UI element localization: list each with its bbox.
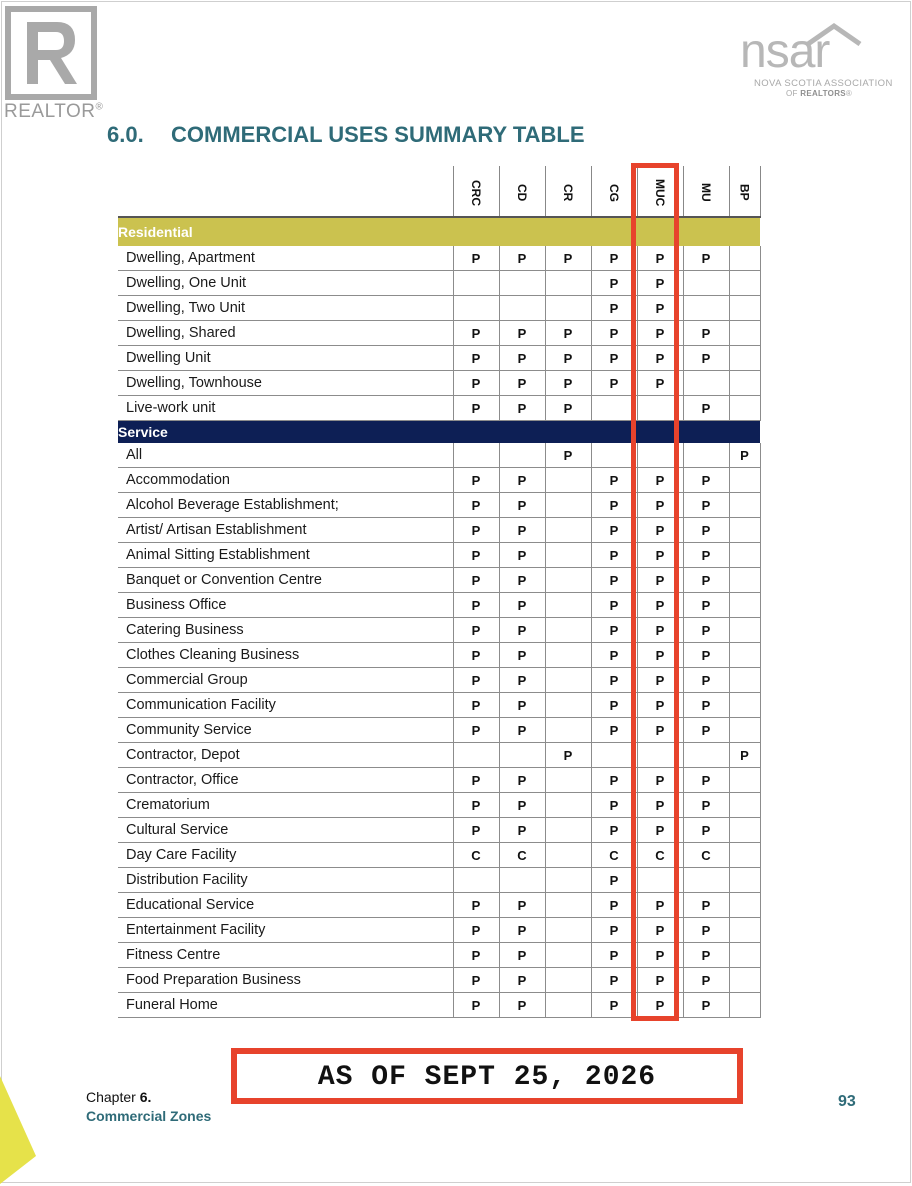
use-name: Contractor, Office [118, 768, 453, 793]
cell-bp: P [729, 443, 760, 468]
cell-cr [545, 868, 591, 893]
use-name: Animal Sitting Establishment [118, 543, 453, 568]
cell-mu: P [683, 643, 729, 668]
cell-muc: P [637, 518, 683, 543]
cell-muc: P [637, 543, 683, 568]
cell-crc: P [453, 396, 499, 421]
cell-mu: P [683, 993, 729, 1018]
cell-cd: P [499, 718, 545, 743]
cell-cg: P [591, 543, 637, 568]
cell-cd [499, 271, 545, 296]
cell-mu: P [683, 943, 729, 968]
cell-mu: P [683, 918, 729, 943]
cell-muc: P [637, 993, 683, 1018]
cell-mu [683, 296, 729, 321]
realtor-logo [5, 6, 97, 100]
cell-cd: P [499, 371, 545, 396]
cell-cr [545, 818, 591, 843]
cell-crc: P [453, 518, 499, 543]
cell-bp [729, 618, 760, 643]
cell-cg: P [591, 321, 637, 346]
cell-bp [729, 893, 760, 918]
cell-mu: P [683, 321, 729, 346]
cell-muc: P [637, 893, 683, 918]
cell-cd: P [499, 768, 545, 793]
cell-muc: P [637, 271, 683, 296]
cell-cg: P [591, 793, 637, 818]
use-name: Accommodation [118, 468, 453, 493]
use-name: Funeral Home [118, 993, 453, 1018]
cell-cd: P [499, 693, 545, 718]
cell-mu: P [683, 768, 729, 793]
cell-muc: P [637, 693, 683, 718]
cell-cg: C [591, 843, 637, 868]
cell-crc: P [453, 346, 499, 371]
cell-muc: P [637, 918, 683, 943]
cell-bp [729, 346, 760, 371]
cell-crc: P [453, 493, 499, 518]
cell-crc: P [453, 918, 499, 943]
cell-cg: P [591, 718, 637, 743]
cell-bp [729, 543, 760, 568]
cell-mu: P [683, 568, 729, 593]
cell-cd: P [499, 943, 545, 968]
cell-crc: P [453, 593, 499, 618]
use-name: Community Service [118, 718, 453, 743]
cell-cg: P [591, 918, 637, 943]
cell-bp [729, 296, 760, 321]
cell-mu [683, 443, 729, 468]
cell-cg: P [591, 968, 637, 993]
cell-cd: P [499, 568, 545, 593]
use-name: Alcohol Beverage Establishment; [118, 493, 453, 518]
cell-cr [545, 518, 591, 543]
chapter-title: Commercial Zones [86, 1108, 212, 1124]
cell-cd: P [499, 346, 545, 371]
cell-cd: P [499, 518, 545, 543]
cell-crc: P [453, 543, 499, 568]
cell-mu [683, 868, 729, 893]
cell-mu [683, 743, 729, 768]
cell-cr: P [545, 346, 591, 371]
cell-cr [545, 893, 591, 918]
nsar-logo [738, 22, 898, 102]
cell-cg: P [591, 271, 637, 296]
cell-muc: P [637, 618, 683, 643]
cell-bp [729, 246, 760, 271]
cell-muc: P [637, 568, 683, 593]
cell-cg: P [591, 568, 637, 593]
cell-crc: P [453, 718, 499, 743]
use-name: All [118, 443, 453, 468]
cell-cd: P [499, 968, 545, 993]
cell-muc: P [637, 818, 683, 843]
cell-cg: P [591, 868, 637, 893]
cell-muc: P [637, 296, 683, 321]
chapter-label: Chapter 6. [86, 1089, 152, 1105]
cell-bp [729, 468, 760, 493]
cell-muc: P [637, 768, 683, 793]
cell-cr [545, 468, 591, 493]
cell-mu: C [683, 843, 729, 868]
cell-bp [729, 396, 760, 421]
cell-cr [545, 968, 591, 993]
cell-crc: P [453, 768, 499, 793]
cell-mu: P [683, 818, 729, 843]
cell-cr [545, 693, 591, 718]
cell-mu: P [683, 968, 729, 993]
section-heading [107, 122, 585, 148]
cell-cg: P [591, 296, 637, 321]
cell-mu: P [683, 668, 729, 693]
cell-muc: P [637, 943, 683, 968]
cell-bp [729, 843, 760, 868]
cell-muc: P [637, 643, 683, 668]
muc-column-highlight [631, 163, 679, 1021]
cell-cr [545, 568, 591, 593]
cell-crc [453, 296, 499, 321]
use-name: Dwelling, Two Unit [118, 296, 453, 321]
cell-cd: P [499, 468, 545, 493]
cell-cg: P [591, 893, 637, 918]
use-name: Distribution Facility [118, 868, 453, 893]
cell-muc: P [637, 346, 683, 371]
cell-mu [683, 371, 729, 396]
cell-crc [453, 443, 499, 468]
use-name: Crematorium [118, 793, 453, 818]
cell-muc: P [637, 718, 683, 743]
cell-cd [499, 443, 545, 468]
cell-cd: P [499, 818, 545, 843]
cell-cd: P [499, 246, 545, 271]
cell-mu: P [683, 693, 729, 718]
use-name: Cultural Service [118, 818, 453, 843]
cell-mu: P [683, 493, 729, 518]
use-name: Dwelling, Shared [118, 321, 453, 346]
cell-cd [499, 743, 545, 768]
cell-bp [729, 718, 760, 743]
column-header-bp: BP [729, 166, 760, 217]
cell-cg: P [591, 643, 637, 668]
cell-cg: P [591, 668, 637, 693]
use-name: Entertainment Facility [118, 918, 453, 943]
cell-bp [729, 868, 760, 893]
cell-crc: P [453, 643, 499, 668]
cell-mu: P [683, 893, 729, 918]
use-name: Dwelling, Townhouse [118, 371, 453, 396]
cell-crc [453, 743, 499, 768]
cell-cr [545, 943, 591, 968]
realtor-wordmark: REALTOR® [4, 101, 104, 122]
cell-crc: P [453, 668, 499, 693]
cell-mu: P [683, 793, 729, 818]
cell-cr [545, 718, 591, 743]
cell-cg: P [591, 371, 637, 396]
cell-cd: P [499, 918, 545, 943]
cell-cr [545, 793, 591, 818]
cell-bp [729, 643, 760, 668]
cell-crc: C [453, 843, 499, 868]
use-name: Fitness Centre [118, 943, 453, 968]
nsar-wordmark: nsar [740, 25, 830, 78]
cell-crc: P [453, 693, 499, 718]
use-name: Contractor, Depot [118, 743, 453, 768]
cell-crc: P [453, 993, 499, 1018]
cell-cd: P [499, 543, 545, 568]
cell-crc: P [453, 371, 499, 396]
cell-cr [545, 618, 591, 643]
cell-cr [545, 843, 591, 868]
cell-cr [545, 493, 591, 518]
cell-bp [729, 768, 760, 793]
cell-crc: P [453, 793, 499, 818]
use-name: Live-work unit [118, 396, 453, 421]
yellow-corner-triangle-icon [0, 1076, 40, 1186]
cell-cr: P [545, 321, 591, 346]
cell-mu: P [683, 346, 729, 371]
cell-cr [545, 918, 591, 943]
cell-crc: P [453, 568, 499, 593]
use-name: Food Preparation Business [118, 968, 453, 993]
column-header-cr: CR [545, 166, 591, 217]
cell-mu: P [683, 518, 729, 543]
cell-mu: P [683, 246, 729, 271]
realtor-r-icon [5, 6, 97, 100]
cell-muc: P [637, 468, 683, 493]
cell-bp [729, 793, 760, 818]
use-name: Business Office [118, 593, 453, 618]
section-label: Residential [118, 217, 760, 246]
cell-cd: P [499, 321, 545, 346]
cell-mu: P [683, 543, 729, 568]
cell-bp [729, 593, 760, 618]
cell-crc [453, 271, 499, 296]
cell-cd: P [499, 643, 545, 668]
cell-cd: P [499, 618, 545, 643]
cell-crc: P [453, 468, 499, 493]
cell-muc: P [637, 668, 683, 693]
cell-cr [545, 643, 591, 668]
cell-muc: P [637, 968, 683, 993]
column-header-crc: CRC [453, 166, 499, 217]
cell-bp [729, 918, 760, 943]
cell-cr [545, 768, 591, 793]
cell-muc: C [637, 843, 683, 868]
cell-mu: P [683, 468, 729, 493]
use-name: Commercial Group [118, 668, 453, 693]
cell-crc: P [453, 321, 499, 346]
nsar-line1: NOVA SCOTIA ASSOCIATION [754, 78, 893, 89]
use-name: Communication Facility [118, 693, 453, 718]
heading-number: 6.0. [107, 122, 144, 147]
cell-crc: P [453, 818, 499, 843]
cell-crc: P [453, 893, 499, 918]
cell-crc: P [453, 618, 499, 643]
cell-cg: P [591, 246, 637, 271]
cell-cr [545, 271, 591, 296]
cell-bp [729, 668, 760, 693]
cell-cg: P [591, 993, 637, 1018]
cell-crc: P [453, 246, 499, 271]
cell-cd: P [499, 893, 545, 918]
cell-cr [545, 543, 591, 568]
cell-cg: P [591, 618, 637, 643]
cell-mu: P [683, 718, 729, 743]
cell-cr [545, 993, 591, 1018]
use-name: Educational Service [118, 893, 453, 918]
cell-cg: P [591, 593, 637, 618]
nsar-line2: OF REALTORS® [786, 89, 853, 98]
cell-cd: P [499, 668, 545, 693]
use-name: Catering Business [118, 618, 453, 643]
cell-mu: P [683, 593, 729, 618]
cell-cd: P [499, 593, 545, 618]
cell-muc: P [637, 793, 683, 818]
cell-bp [729, 518, 760, 543]
use-name: Dwelling, Apartment [118, 246, 453, 271]
date-stamp [231, 1048, 743, 1104]
cell-muc: P [637, 593, 683, 618]
cell-cg: P [591, 943, 637, 968]
use-name: Banquet or Convention Centre [118, 568, 453, 593]
cell-cd [499, 296, 545, 321]
cell-cr [545, 296, 591, 321]
cell-cg: P [591, 518, 637, 543]
cell-cg: P [591, 493, 637, 518]
cell-muc: P [637, 493, 683, 518]
cell-cr [545, 593, 591, 618]
cell-crc: P [453, 968, 499, 993]
cell-crc [453, 868, 499, 893]
cell-cg: P [591, 346, 637, 371]
cell-bp [729, 568, 760, 593]
cell-cr: P [545, 443, 591, 468]
cell-cr: P [545, 246, 591, 271]
page-number: 93 [838, 1093, 856, 1110]
use-name: Dwelling Unit [118, 346, 453, 371]
cell-cd: P [499, 396, 545, 421]
cell-muc: P [637, 246, 683, 271]
cell-cg: P [591, 693, 637, 718]
cell-cd: P [499, 993, 545, 1018]
cell-bp [729, 943, 760, 968]
cell-crc: P [453, 943, 499, 968]
use-name: Day Care Facility [118, 843, 453, 868]
cell-bp [729, 321, 760, 346]
cell-cd: P [499, 793, 545, 818]
cell-cg: P [591, 468, 637, 493]
use-name: Artist/ Artisan Establishment [118, 518, 453, 543]
column-header-cd: CD [499, 166, 545, 217]
cell-bp [729, 818, 760, 843]
cell-bp [729, 968, 760, 993]
use-name: Dwelling, One Unit [118, 271, 453, 296]
cell-cd: C [499, 843, 545, 868]
column-header-cg: CG [591, 166, 637, 217]
cell-cd: P [499, 493, 545, 518]
date-stamp-text: AS OF SEPT 25, 2026 [317, 1062, 657, 1093]
cell-bp [729, 693, 760, 718]
cell-cr: P [545, 396, 591, 421]
cell-cr: P [545, 371, 591, 396]
cell-mu: P [683, 396, 729, 421]
cell-cg: P [591, 818, 637, 843]
cell-cd [499, 868, 545, 893]
cell-muc: P [637, 371, 683, 396]
cell-cr [545, 668, 591, 693]
section-label: Service [118, 421, 760, 444]
cell-cr: P [545, 743, 591, 768]
cell-bp [729, 371, 760, 396]
cell-bp [729, 493, 760, 518]
column-header-muc: MUC [637, 166, 683, 217]
use-name: Clothes Cleaning Business [118, 643, 453, 668]
column-header-mu: MU [683, 166, 729, 217]
cell-mu: P [683, 618, 729, 643]
cell-muc: P [637, 321, 683, 346]
use-column-header [118, 166, 453, 217]
cell-bp: P [729, 743, 760, 768]
cell-bp [729, 271, 760, 296]
house-roof-icon [804, 22, 864, 46]
cell-bp [729, 993, 760, 1018]
cell-cg: P [591, 768, 637, 793]
heading-title: COMMERCIAL USES SUMMARY TABLE [171, 122, 585, 147]
cell-mu [683, 271, 729, 296]
